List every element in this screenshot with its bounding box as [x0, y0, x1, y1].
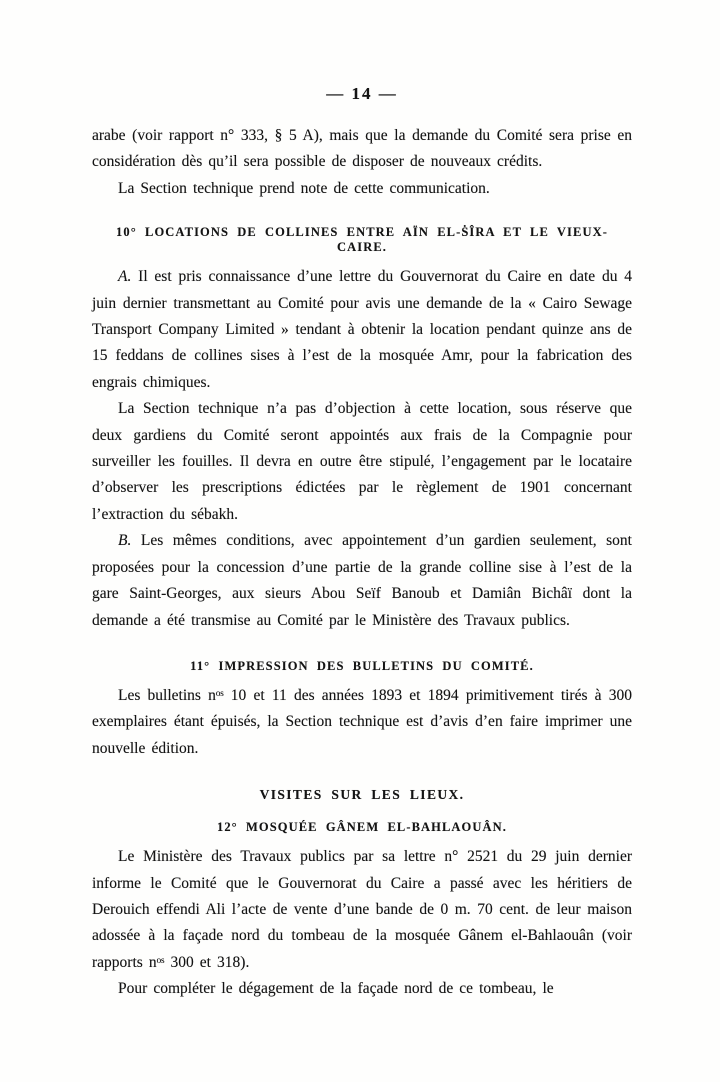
paragraph-ministere: Le Ministère des Travaux publics par sa lettre n° 2521 du 29 juin dernier informe le Comité que le Gouvernorat du Caire a passé avec les héritiers de Derouich effendi Ali l’acte de vente d’une bande de 0 m. 70 cent. de leur maison adossée à la façade nord du tombeau de la mosquée Gânem el-Bahlaouân (voir rapports nᵒˢ 300 et 318). [92, 848, 632, 971]
paragraph-b-label: B. [118, 532, 132, 550]
paragraph-bulletins: Les bulletins nᵒˢ 10 et 11 des années 1893 et 1894 primitivement tirés à 300 exemplaires étant épuisés, la Section technique est d’avis d’en faire imprimer une nouvelle édition. [92, 686, 632, 757]
paragraph-reserve: La Section technique n’a pas d’objection à cette location, sous réserve que deux gardiens du Comité seront appointés aux frais de la Compagnie pour surveiller les fouilles. Il devra en outre être stipulé, l’engagement par le locataire d’observer les prescriptions édictées par le règlement de 1901 concernant l’extraction du sébakh. [92, 400, 632, 523]
heading-item-12-mosquee-ganem: 12° MOSQUÉE GÂNEM EL-BAHLAOUÂN. [216, 820, 507, 835]
paragraph-a [92, 264, 632, 396]
paragraph-a-label: A. [118, 268, 132, 286]
section-note-paragraph: La Section technique prend note de cette communication. [118, 179, 490, 197]
continuation-paragraph: arabe (voir rapport n° 333, § 5 A), mais que la demande du Comité sera prise en considération dès qu’il sera possible de disposer de nouveaux crédits. [92, 127, 632, 171]
paragraph-b [92, 528, 632, 634]
page-number: — 14 — [326, 84, 398, 103]
paragraph-a-text: Il est pris connaissance d’une lettre du Gouvernorat du Caire en date du 4 juin dernier transmettant au Comité pour avis une demande de la « Cairo Sewage Transport Company Limited » tendant à obtenir la location pendant quinze ans de 15 feddans de collines sises à l’est de la mosquée Amr, pour la fabrication des engrais chimiques. [92, 268, 633, 391]
heading-item-10-locations-collines: 10° LOCATIONS DE COLLINES ENTRE AÏN EL-ṠÎRA ET LE VIEUX-CAIRE. [116, 225, 608, 255]
paragraph-degagement: Pour compléter le dégagement de la façade nord de ce tombeau, le [118, 980, 554, 998]
heading-visites-sur-les-lieux: VISITES SUR LES LIEUX. [259, 787, 465, 803]
paragraph-b-text: Les mêmes conditions, avec appointement d’un gardien seulement, sont proposées pour la concession d’une partie de la grande colline sise à l’est de la gare Saint-Georges, aux sieurs Abou Seïf Banoub et Damiân Bichâï dont la demande a été transmise au Comité par le Ministère des Travaux publics. [92, 532, 632, 629]
heading-item-11-impression-bulletins: 11° IMPRESSION DES BULLETINS DU COMITÉ. [190, 658, 534, 673]
